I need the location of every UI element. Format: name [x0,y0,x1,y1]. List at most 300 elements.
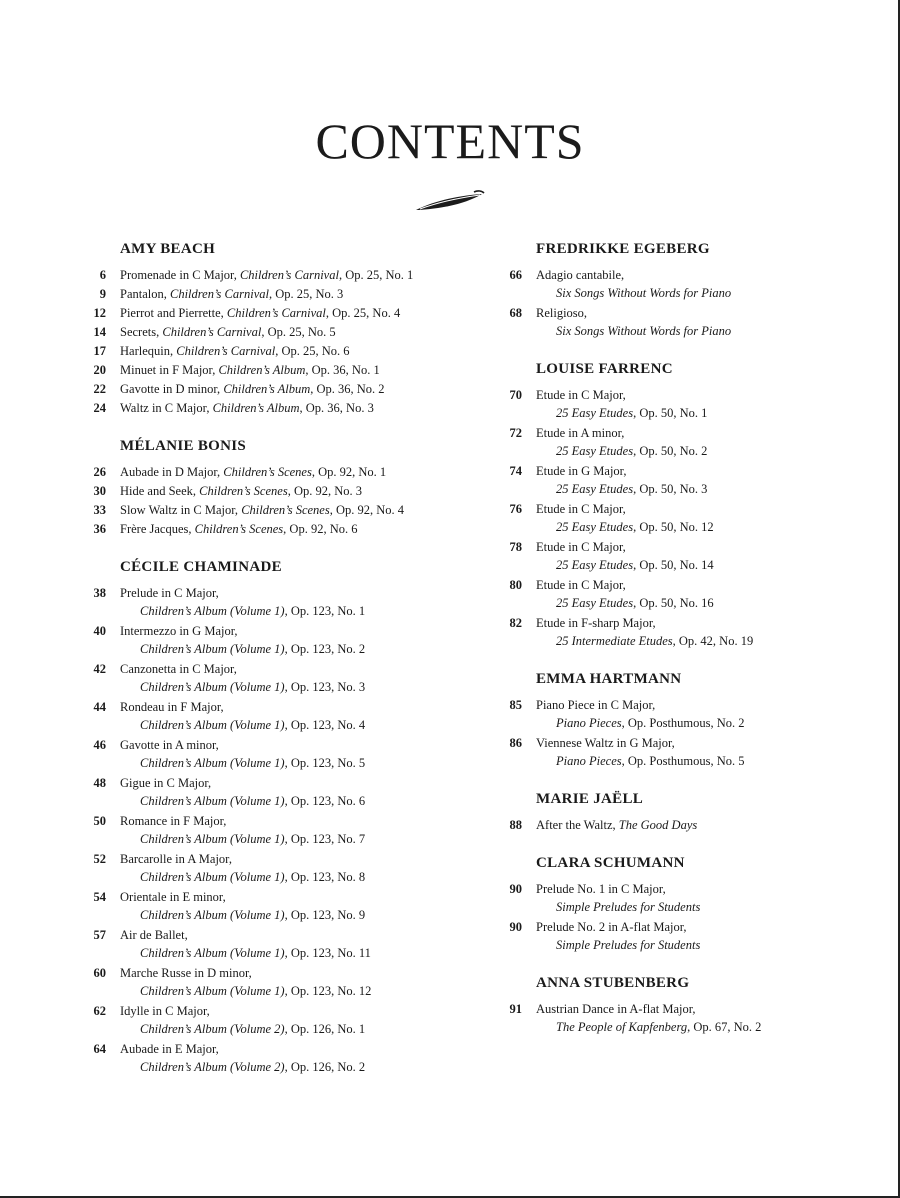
entry-text-segment: , Op. 123, No. 8 [284,870,366,884]
piece-title-line [536,304,731,322]
toc-entry[interactable] [500,614,830,650]
collection-title: 25 Easy Etudes [556,558,634,572]
page-number: 68 [509,306,522,320]
collection-title: Children’s Carnival [226,306,326,320]
piece-title-line [536,576,714,594]
entry-title [120,285,343,303]
composer-heading: CÉCILE CHAMINADE [120,559,282,575]
collection-title: The Good Days [618,818,698,832]
toc-entry[interactable] [84,774,464,810]
piece-title-line [536,614,753,632]
collection-title: Children’s Album (Volume 1) [140,680,285,694]
piece-title-line [536,696,745,714]
collection-line [120,1058,365,1076]
feather-ornament-icon [414,188,486,214]
entry-text-segment: Piano Piece in C Major, [536,698,656,712]
piece-title-line [536,500,714,518]
entry-text-segment: Gavotte in A minor, [120,738,219,752]
collection-line [120,982,371,1000]
composer-heading: ANNA STUBENBERG [536,975,690,991]
entry-title [120,736,365,772]
page-number: 38 [93,586,106,600]
toc-entry[interactable] [84,342,464,360]
page-number: 22 [93,382,106,396]
piece-title-line [120,304,400,322]
entry-text-segment: Etude in C Major, [536,578,626,592]
page-number: 9 [99,287,106,301]
toc-entry[interactable] [500,538,830,574]
entry-title [120,850,365,886]
collection-title: Children’s Album (Volume 1) [140,642,285,656]
entry-title [536,696,745,732]
page-number: 17 [93,344,106,358]
collection-line [120,716,365,734]
collection-line [536,322,731,340]
entry-text-segment: Romance in F Major, [120,814,227,828]
entry-text-segment: Prelude in C Major, [120,586,219,600]
entry-text-segment: Adagio cantabile, [536,268,625,282]
piece-title-line [120,323,336,341]
entry-text-segment: Etude in G Major, [536,464,627,478]
piece-title-line [536,918,700,936]
piece-title-line [120,266,413,284]
entry-text-segment: Viennese Waltz in G Major, [536,736,675,750]
entry-text-segment: , Op. 50, No. 14 [633,558,714,572]
entry-text-segment: , Op. 126, No. 1 [284,1022,366,1036]
toc-entry[interactable] [84,812,464,848]
entry-title [120,622,365,658]
piece-title-line [120,463,386,481]
piece-title-line [536,462,707,480]
entry-text-segment: Idylle in C Major, [120,1004,210,1018]
page-number: 64 [93,1042,106,1056]
toc-entry[interactable] [500,816,830,834]
collection-line [536,442,707,460]
toc-entry[interactable] [84,660,464,696]
composer-section [500,670,830,770]
entry-text-segment: , Op. 25, No. 5 [261,325,336,339]
collection-line [536,404,707,422]
collection-title: Children’s Carnival [170,287,269,301]
piece-title-line [120,926,371,944]
toc-entry[interactable] [84,482,464,500]
piece-title-line [536,816,697,834]
collection-title: 25 Easy Etudes [556,482,634,496]
entry-text-segment: , Op. 123, No. 2 [284,642,366,656]
collection-line [120,868,365,886]
toc-entry[interactable] [500,576,830,612]
collection-title: Children’s Album (Volume 2) [140,1022,285,1036]
entry-text-segment: Gavotte in D minor, [120,382,224,396]
piece-title-line [120,584,365,602]
collection-title: Simple Preludes for Students [556,900,701,914]
piece-title-line [536,734,745,752]
entry-title [120,888,365,924]
collection-line [120,640,365,658]
collection-line [536,284,731,302]
entry-title [120,584,365,620]
toc-entry[interactable] [500,500,830,536]
piece-title-line [536,880,700,898]
entry-text-segment: Orientale in E minor, [120,890,226,904]
entry-text-segment: Marche Russe in D minor, [120,966,252,980]
toc-entry[interactable] [84,285,464,303]
collection-line [120,602,365,620]
page-number: 36 [93,522,106,536]
entry-text-segment: , Op. 123, No. 5 [284,756,366,770]
entry-text-segment: Aubade in D Major, [120,465,224,479]
entry-title [120,1040,365,1076]
page-number: 14 [93,325,106,339]
collection-title: 25 Intermediate Etudes [556,634,673,648]
toc-entry[interactable] [500,918,830,954]
toc-entry[interactable] [84,399,464,417]
entry-text-segment: , Op. 123, No. 4 [284,718,366,732]
piece-title-line [120,850,365,868]
page-number: 60 [93,966,106,980]
page-number: 78 [509,540,522,554]
composer-heading: AMY BEACH [120,241,216,257]
entry-title [120,812,365,848]
entry-text-segment: , Op. 50, No. 16 [633,596,714,610]
piece-title-line [536,538,714,556]
collection-title: Children’s Album [218,363,306,377]
collection-line [536,632,753,650]
entry-title [536,304,731,340]
toc-entry[interactable] [500,266,830,302]
toc-entry[interactable] [500,304,830,340]
entry-text-segment: Air de Ballet, [120,928,188,942]
entry-title [120,964,371,1000]
toc-entry[interactable] [84,736,464,772]
piece-title-line [536,266,731,284]
entry-title [120,501,404,519]
entry-title [120,1002,365,1038]
entry-text-segment: , Op. 123, No. 12 [284,984,372,998]
page-number: 88 [509,818,522,832]
entry-title [120,774,365,810]
page-number: 91 [509,1002,522,1016]
entry-text-segment: , Op. 123, No. 1 [284,604,366,618]
contents-column-left [84,240,464,1096]
page-number: 52 [93,852,106,866]
entry-title [536,386,707,422]
piece-title-line [120,736,365,754]
collection-title: 25 Easy Etudes [556,520,634,534]
collection-title: Children’s Scenes [223,465,312,479]
entry-text-segment: Harlequin, [120,344,177,358]
toc-entry[interactable] [500,880,830,916]
toc-entry[interactable] [84,1002,464,1038]
collection-title: Children’s Album [223,382,311,396]
entry-text-segment: , Op. 126, No. 2 [284,1060,366,1074]
toc-entry[interactable] [84,964,464,1000]
toc-entry[interactable] [84,380,464,398]
piece-title-line [120,812,365,830]
page-number: 42 [93,662,106,676]
piece-title-line [120,501,404,519]
entry-title [536,816,697,834]
entry-text-segment: Etude in F-sharp Major, [536,616,656,630]
composer-section [500,974,830,1036]
collection-title: Children’s Carnival [176,344,276,358]
entry-text-segment: , Op. 123, No. 6 [284,794,366,808]
toc-entry[interactable] [500,424,830,460]
entry-title [120,482,362,500]
entry-text-segment: Secrets, [120,325,163,339]
toc-entry[interactable] [84,266,464,284]
entry-text-segment: Hide and Seek, [120,484,200,498]
piece-title-line [120,1002,365,1020]
composer-heading: CLARA SCHUMANN [536,855,685,871]
entry-text-segment: Rondeau in F Major, [120,700,224,714]
entry-text-segment: Etude in A minor, [536,426,625,440]
toc-entry[interactable] [84,501,464,519]
entry-text-segment: , Op. 50, No. 1 [633,406,708,420]
collection-title: Children’s Album (Volume 1) [140,984,285,998]
page-number: 20 [93,363,106,377]
toc-entry[interactable] [84,304,464,322]
page-number: 90 [509,920,522,934]
toc-entry[interactable] [500,462,830,498]
page-number: 86 [509,736,522,750]
entry-text-segment: , Op. 92, No. 1 [311,465,387,479]
collection-title: Children’s Album (Volume 2) [140,1060,285,1074]
collection-line [536,752,745,770]
toc-entry[interactable] [84,584,464,620]
collection-line [120,830,365,848]
toc-entry[interactable] [84,622,464,658]
page-number: 74 [509,464,522,478]
entry-text-segment: After the Waltz, [536,818,619,832]
collection-line [536,936,700,954]
entry-text-segment: , Op. Posthumous, No. 5 [621,754,745,768]
entry-title [120,660,365,696]
entry-title [120,463,386,481]
toc-entry[interactable] [84,698,464,734]
collection-title: Children’s Carnival [239,268,339,282]
entry-title [120,266,413,284]
composer-heading: LOUISE FARRENC [536,361,673,377]
page-number: 46 [93,738,106,752]
entry-title [536,1000,761,1036]
entry-text-segment: , Op. 50, No. 2 [633,444,708,458]
piece-title-line [120,1040,365,1058]
entry-title [536,424,707,460]
entry-text-segment: , Op. Posthumous, No. 2 [621,716,745,730]
toc-entry[interactable] [84,926,464,962]
composer-section [84,558,464,1076]
piece-title-line [120,698,365,716]
collection-title: 25 Easy Etudes [556,444,634,458]
collection-title: 25 Easy Etudes [556,406,634,420]
page-number: 40 [93,624,106,638]
collection-title: Piano Pieces [556,716,622,730]
entry-text-segment: , Op. 123, No. 7 [284,832,366,846]
toc-entry[interactable] [84,361,464,379]
entry-text-segment: Pierrot and Pierrette, [120,306,227,320]
entry-text-segment: , Op. 92, No. 3 [287,484,363,498]
composer-heading: EMMA HARTMANN [536,671,682,687]
toc-entry[interactable] [84,888,464,924]
entry-text-segment: Frère Jacques, [120,522,195,536]
entry-title [536,500,714,536]
page-number: 57 [93,928,106,942]
entry-text-segment: , Op. 25, No. 4 [325,306,401,320]
piece-title-line [120,520,357,538]
composer-section [500,790,830,834]
composer-section [500,360,830,650]
entry-text-segment: , Op. 123, No. 9 [284,908,366,922]
entry-text-segment: Aubade in E Major, [120,1042,219,1056]
piece-title-line [536,1000,761,1018]
entry-title [536,918,700,954]
collection-title: Children’s Scenes [194,522,284,536]
contents-column-right [500,240,830,1056]
entry-title [536,734,745,770]
collection-line [536,556,714,574]
composer-heading: FREDRIKKE EGEBERG [536,241,710,257]
piece-title-line [120,342,350,360]
toc-entry[interactable] [84,520,464,538]
entry-text-segment: , Op. 92, No. 6 [283,522,358,536]
entry-text-segment: , Op. 25, No. 1 [338,268,414,282]
entry-text-segment: , Op. 123, No. 11 [284,946,371,960]
entry-text-segment: , Op. 67, No. 2 [687,1020,762,1034]
collection-title: The People of Kapfenberg [556,1020,688,1034]
entry-text-segment: , Op. 92, No. 4 [329,503,405,517]
entry-title [536,576,714,612]
entry-text-segment: Promenade in C Major, [120,268,240,282]
page-number: 12 [93,306,106,320]
collection-title: Children’s Album (Volume 1) [140,794,285,808]
collection-line [120,906,365,924]
page-number: 48 [93,776,106,790]
piece-title-line [536,386,707,404]
composer-heading: MÉLANIE BONIS [120,438,247,454]
collection-title: Children’s Album (Volume 1) [140,756,285,770]
collection-title: Simple Preludes for Students [556,938,701,952]
page-number: 66 [509,268,522,282]
toc-entry[interactable] [500,1000,830,1036]
entry-title [120,304,400,322]
collection-title: Piano Pieces [556,754,622,768]
entry-text-segment: Etude in C Major, [536,540,626,554]
piece-title-line [120,622,365,640]
collection-title: Children’s Scenes [241,503,330,517]
collection-title: Children’s Album [212,401,300,415]
piece-title-line [120,380,385,398]
collection-title: Children’s Carnival [162,325,262,339]
piece-title-line [120,888,365,906]
collection-line [536,1018,761,1036]
collection-title: Children’s Album (Volume 1) [140,718,285,732]
page-number: 6 [99,268,106,282]
toc-entry[interactable] [84,1040,464,1076]
piece-title-line [120,285,343,303]
collection-title: Children’s Album (Volume 1) [140,946,285,960]
entry-text-segment: Pantalon, [120,287,170,301]
entry-title [536,614,753,650]
entry-title [120,399,374,417]
entry-title [120,698,365,734]
piece-title-line [120,361,380,379]
entry-text-segment: , Op. 123, No. 3 [284,680,366,694]
collection-line [536,714,745,732]
collection-title: Children’s Album (Volume 1) [140,832,285,846]
entry-text-segment: Waltz in C Major, [120,401,213,415]
toc-entry[interactable] [500,386,830,422]
piece-title-line [536,424,707,442]
collection-line [536,518,714,536]
entry-text-segment: Religioso, [536,306,588,320]
entry-text-segment: Barcarolle in A Major, [120,852,232,866]
piece-title-line [120,774,365,792]
entry-text-segment: Prelude No. 2 in A-flat Major, [536,920,687,934]
collection-line [120,1020,365,1038]
page-number: 30 [93,484,106,498]
collection-line [120,792,365,810]
entry-title [536,880,700,916]
collection-line [536,898,700,916]
entry-text-segment: Etude in C Major, [536,502,626,516]
page-number: 80 [509,578,522,592]
page-number: 70 [509,388,522,402]
entry-title [120,361,380,379]
entry-text-segment: , Op. 50, No. 12 [633,520,714,534]
entry-text-segment: Prelude No. 1 in C Major, [536,882,666,896]
entry-title [120,520,357,538]
collection-line [536,594,714,612]
composer-section [84,437,464,538]
toc-entry[interactable] [84,850,464,886]
entry-text-segment: , Op. 36, No. 1 [305,363,380,377]
page-number: 85 [509,698,522,712]
piece-title-line [120,482,362,500]
entry-text-segment: Etude in C Major, [536,388,626,402]
entry-text-segment: Intermezzo in G Major, [120,624,238,638]
toc-entry[interactable] [500,696,830,732]
collection-title: Children’s Scenes [199,484,288,498]
entry-title [120,342,350,360]
piece-title-line [120,399,374,417]
page-number: 62 [93,1004,106,1018]
page-number: 33 [93,503,106,517]
entry-text-segment: Minuet in F Major, [120,363,219,377]
page-number: 90 [509,882,522,896]
entry-text-segment: , Op. 50, No. 3 [633,482,708,496]
page-number: 72 [509,426,522,440]
page-number: 26 [93,465,106,479]
piece-title-line [120,660,365,678]
collection-title: Children’s Album (Volume 1) [140,908,285,922]
toc-entry[interactable] [84,463,464,481]
collection-title: Children’s Album (Volume 1) [140,604,285,618]
toc-entry[interactable] [500,734,830,770]
entry-text-segment: , Op. 42, No. 19 [672,634,754,648]
entry-text-segment: , Op. 36, No. 3 [299,401,374,415]
page-number: 50 [93,814,106,828]
collection-title: 25 Easy Etudes [556,596,634,610]
entry-text-segment: Canzonetta in C Major, [120,662,237,676]
entry-title [120,926,371,962]
entry-text-segment: Austrian Dance in A-flat Major, [536,1002,696,1016]
toc-entry[interactable] [84,323,464,341]
collection-title: Six Songs Without Words for Piano [556,324,732,338]
entry-title [536,462,707,498]
collection-line [120,678,365,696]
composer-section [84,240,464,417]
